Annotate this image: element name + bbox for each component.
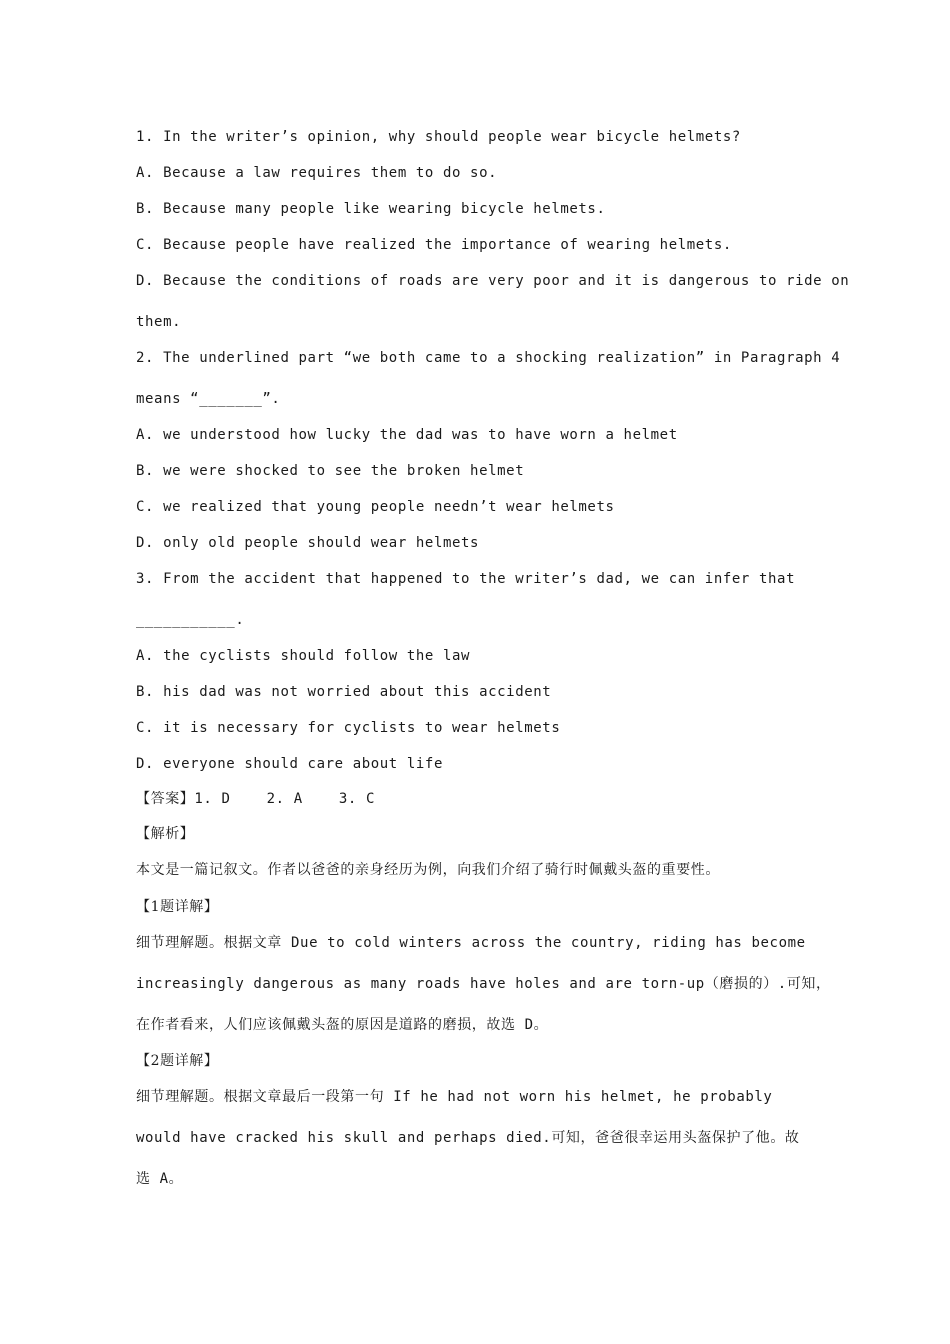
- detail-2-heading: 【2题详解】: [136, 1053, 219, 1069]
- question-1-option-b: B. Because many people like wearing bicycle helmets.: [136, 201, 606, 217]
- question-2-stem: 2. The underlined part “we both came to a shocking realization” in Paragraph 4: [136, 350, 841, 366]
- answer-line: 【答案】1. D 2. A 3. C: [136, 791, 375, 807]
- question-1-stem: 1. In the writer’s opinion, why should people wear bicycle helmets?: [136, 129, 741, 145]
- detail-1-line-1: 细节理解题。根据文章 Due to cold winters across the country, riding has become: [136, 935, 806, 951]
- question-2-stem-cont: means “_______”.: [136, 391, 281, 407]
- question-3-stem-cont: ___________.: [136, 612, 245, 628]
- question-3-option-d: D. everyone should care about life: [136, 756, 443, 772]
- question-1-option-d: D. Because the conditions of roads are very poor and it is dangerous to ride on: [136, 273, 850, 289]
- question-1-option-d-cont: them.: [136, 314, 182, 330]
- detail-1-heading: 【1题详解】: [136, 899, 219, 915]
- question-3-option-b: B. his dad was not worried about this accident: [136, 684, 552, 700]
- question-3-option-a: A. the cyclists should follow the law: [136, 648, 471, 664]
- question-3-option-c: C. it is necessary for cyclists to wear helmets: [136, 720, 561, 736]
- question-1-option-a: A. Because a law requires them to do so.: [136, 165, 498, 181]
- question-2-option-a: A. we understood how lucky the dad was to have worn a helmet: [136, 427, 678, 443]
- detail-2-line-3: 选 A。: [136, 1171, 184, 1187]
- detail-2-line-2: would have cracked his skull and perhaps died.可知，爸爸很幸运用头盔保护了他。故: [136, 1130, 800, 1146]
- analysis-heading: 【解析】: [136, 826, 195, 842]
- detail-1-line-3: 在作者看来，人们应该佩戴头盔的原因是道路的磨损，故选 D。: [136, 1017, 549, 1033]
- detail-1-line-2: increasingly dangerous as many roads have holes and are torn-up（磨损的）.可知，: [136, 976, 831, 992]
- question-2-option-d: D. only old people should wear helmets: [136, 535, 480, 551]
- question-3-stem: 3. From the accident that happened to the writer’s dad, we can infer that: [136, 571, 796, 587]
- question-2-option-c: C. we realized that young people needn’t wear helmets: [136, 499, 615, 515]
- detail-2-line-1: 细节理解题。根据文章最后一段第一句 If he had not worn his helmet, he probably: [136, 1089, 773, 1105]
- analysis-summary: 本文是一篇记叙文。作者以爸爸的亲身经历为例，向我们介绍了骑行时佩戴头盔的重要性。: [136, 862, 720, 878]
- question-1-option-c: C. Because people have realized the importance of wearing helmets.: [136, 237, 732, 253]
- question-2-option-b: B. we were shocked to see the broken helmet: [136, 463, 525, 479]
